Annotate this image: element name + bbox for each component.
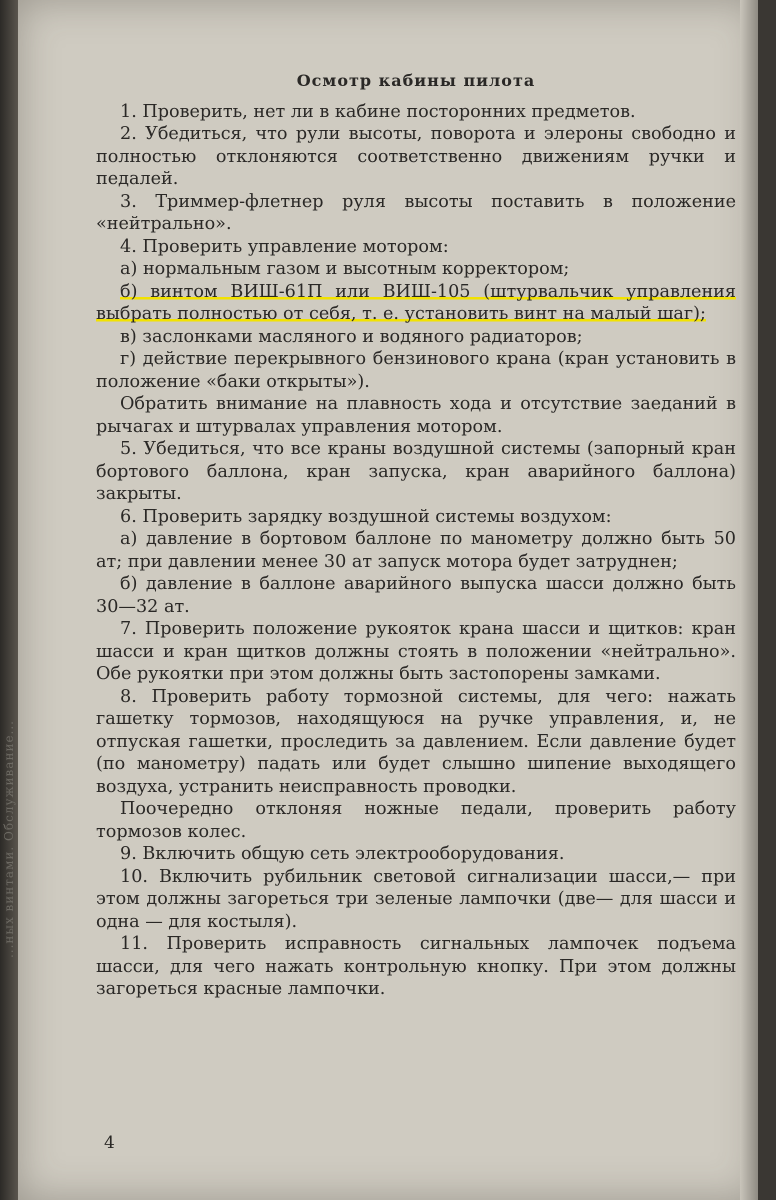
paragraph: 5. Убедиться, что все краны воздушной системы (запорный кран бортового баллона, кран запуска, кран аварийного баллона) закрыты. xyxy=(96,439,736,504)
paragraph: 8. Проверить работу тормозной системы, для чего: нажать гашетку тормозов, находящуюся на ручке управления, и, не отпуская гашетки, проследить за давлением. Если давление будет (по манометру) падать или будет слышно шипение выходящего воздуха, устранить неисправность проводки. xyxy=(96,686,736,797)
highlighted-text: б) винтом ВИШ-61П или ВИШ-105 (штурвальчик управления выбрать полностью от себя, т. е. установить винт на малый шаг); xyxy=(96,281,736,324)
sub-item: б) давление в баллоне аварийного выпуска шасси должно быть 30—32 ат. xyxy=(96,574,736,617)
paragraph: 9. Включить общую сеть электрооборудования. xyxy=(120,844,565,864)
paragraph: 2. Убедиться, что рули высоты, поворота и элероны свободно и полностью отклоняются соответственно движениям ручки и педалей. xyxy=(96,124,736,189)
page-edge xyxy=(740,0,758,1200)
paragraph: 1. Проверить, нет ли в кабине посторонних предметов. xyxy=(120,101,636,122)
highlighted-sub-item xyxy=(96,281,736,326)
paragraph: 3. Триммер-флетнер руля высоты поставить в положение «нейтрально». xyxy=(96,191,736,234)
sub-item: в) заслонками масляного и водяного радиаторов; xyxy=(120,326,583,347)
paragraph: 10. Включить рубильник световой сигнализации шасси,— при этом должны загореться три зеленые лампочки (две— для шасси и одна — для костыля). xyxy=(96,866,736,932)
page-number: 4 xyxy=(104,1133,115,1153)
book-spine xyxy=(0,0,18,1200)
paragraph: 11. Проверить исправность сигнальных лампочек подъема шасси, для чего нажать контрольную кнопку. При этом должны загореться красные лампочки. xyxy=(96,934,736,999)
paragraph: 7. Проверить положение рукояток крана шасси и щитков: кран шасси и кран щитков должны стоять в положении «нейтрально». Обе рукоятки при этом должны быть застопорены замками. xyxy=(96,619,736,684)
page-title: Осмотр кабины пилота xyxy=(296,71,536,90)
paragraph: 6. Проверить зарядку воздушной системы воздухом: xyxy=(120,506,612,527)
sub-item: а) нормальным газом и высотным корректором; xyxy=(120,259,570,279)
margin-text: ...ных винтами. Обслуживание... xyxy=(2,720,16,959)
paragraph: Поочередно отклоняя ножные педали, проверить работу тормозов колес. xyxy=(96,799,736,842)
sub-item: г) действие перекрывного бензинового крана (кран установить в положение «баки открыты»). xyxy=(96,349,736,392)
paragraph: 4. Проверить управление мотором: xyxy=(120,236,449,257)
page-content xyxy=(96,70,736,1001)
sub-item: а) давление в бортовом баллоне по манометру должно быть 50 ат; при давлении менее 30 ат запуск мотора будет затруднен; xyxy=(96,529,736,572)
paragraph: Обратить внимание на плавность хода и отсутствие заеданий в рычагах и штурвалах управления мотором. xyxy=(96,394,736,437)
